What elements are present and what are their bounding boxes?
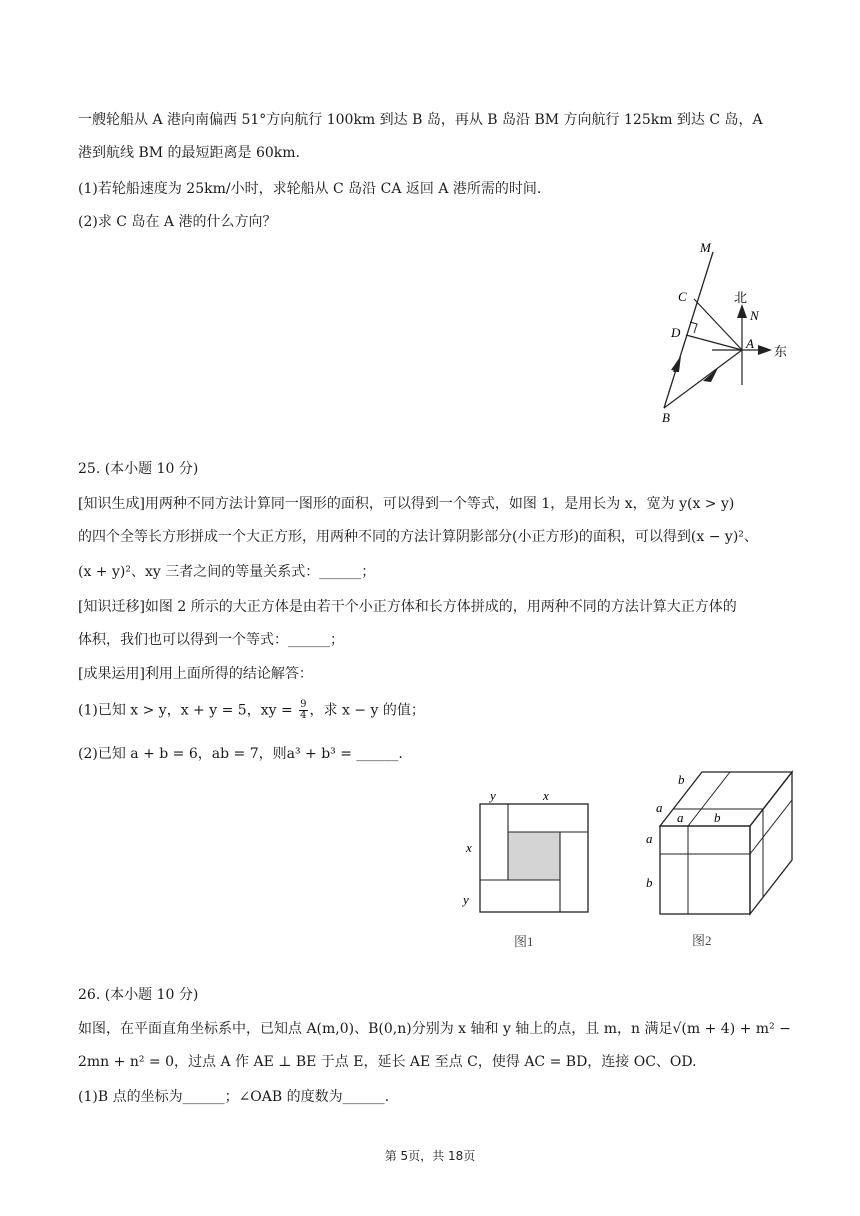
- q25-line5: 体积，我们也可以得到一个等式：______；: [78, 632, 344, 648]
- label-B: B: [662, 410, 670, 425]
- q25-line3: (x + y)²、xy 三者之间的等量关系式：______；: [78, 564, 376, 580]
- q24-part2: (2)求 C 岛在 A 港的什么方向？: [78, 214, 277, 230]
- q25-figure-2: [630, 760, 810, 960]
- q25-line1: [知识生成]用两种不同方法计算同一图形的面积，可以得到一个等式，如图 1，是用长为 x，宽为 y(x > y): [78, 496, 735, 512]
- label-C: C: [678, 289, 687, 304]
- q24-line2: 港到航线 BM 的最短距离是 60km.: [78, 145, 300, 161]
- q25-header: 25. (本小题 10 分): [78, 461, 199, 477]
- fig2-label-b-top: b: [678, 772, 685, 787]
- fig2-label-a-left: a: [646, 831, 653, 846]
- q25-part2: (2)已知 a + b = 6，ab = 7，则a³ + b³ = ______.: [78, 746, 403, 762]
- q26-header: 26. (本小题 10 分): [78, 987, 199, 1003]
- fig2-label-a-face: a: [677, 810, 684, 825]
- q25-line6: [成果运用]利用上面所得的结论解答：: [78, 666, 313, 682]
- label-M: M: [700, 240, 711, 255]
- label-east-cn: 东: [774, 344, 788, 359]
- label-N: N: [750, 308, 759, 323]
- fig1-label-x-top: x: [543, 788, 549, 803]
- fig1-label-y-left: y: [463, 892, 469, 907]
- page-footer: 第 5页，共 18页: [384, 1149, 476, 1163]
- q26-part1: (1)B 点的坐标为______；∠OAB 的度数为______.: [78, 1089, 390, 1105]
- q26-line1: 如图，在平面直角坐标系中，已知点 A(m,0)、B(0,n)分别为 x 轴和 y 轴上的点，且 m，n 满足√(m + 4) + m² −: [78, 1021, 791, 1037]
- fig2-label-b-left: b: [646, 875, 653, 890]
- fig2-caption: 图2: [692, 933, 712, 948]
- fraction-numerator: 9: [300, 699, 307, 710]
- fraction-denominator: 4: [300, 710, 307, 721]
- fig2-label-a-mid: a: [656, 800, 663, 815]
- q25-part1-suffix: ，求 x − y 的值；: [309, 702, 425, 719]
- fig2-label-b-face: b: [714, 810, 721, 825]
- q25-figure-1: [450, 780, 600, 955]
- label-north-cn: 北: [734, 290, 748, 305]
- q25-line2: 的四个全等长方形拼成一个大正方形，用两种不同的方法计算阴影部分(小正方形)的面积，可以得到(x − y)²、: [78, 529, 758, 545]
- q25-part1-prefix: (1)已知 x > y，x + y = 5，xy =: [78, 702, 298, 719]
- fig1-label-x-left: x: [466, 840, 472, 855]
- label-A: A: [746, 336, 754, 351]
- fraction: [299, 700, 307, 721]
- q24-line1: 一艘轮船从 A 港向南偏西 51°方向航行 100km 到达 B 岛，再从 B 岛沿 BM 方向航行 125km 到达 C 岛，A: [78, 112, 763, 128]
- q24-navigation-diagram: [640, 236, 810, 431]
- q26-line2: 2mn + n² = 0，过点 A 作 AE ⊥ BE 于点 E，延长 AE 至点 C，使得 AC = BD，连接 OC、OD.: [78, 1054, 697, 1070]
- label-D: D: [671, 325, 681, 340]
- fig1-caption: 图1: [514, 934, 534, 949]
- q24-part1: (1)若轮船速度为 25km/小时，求轮船从 C 岛沿 CA 返回 A 港所需的时间.: [78, 181, 542, 197]
- q25-line4: [知识迁移]如图 2 所示的大正方体是由若干个小正方体和长方体拼成的，用两种不同的方法计算大正方体的: [78, 599, 737, 615]
- fig1-label-y-top: y: [490, 788, 496, 803]
- q25-part1: [78, 700, 425, 721]
